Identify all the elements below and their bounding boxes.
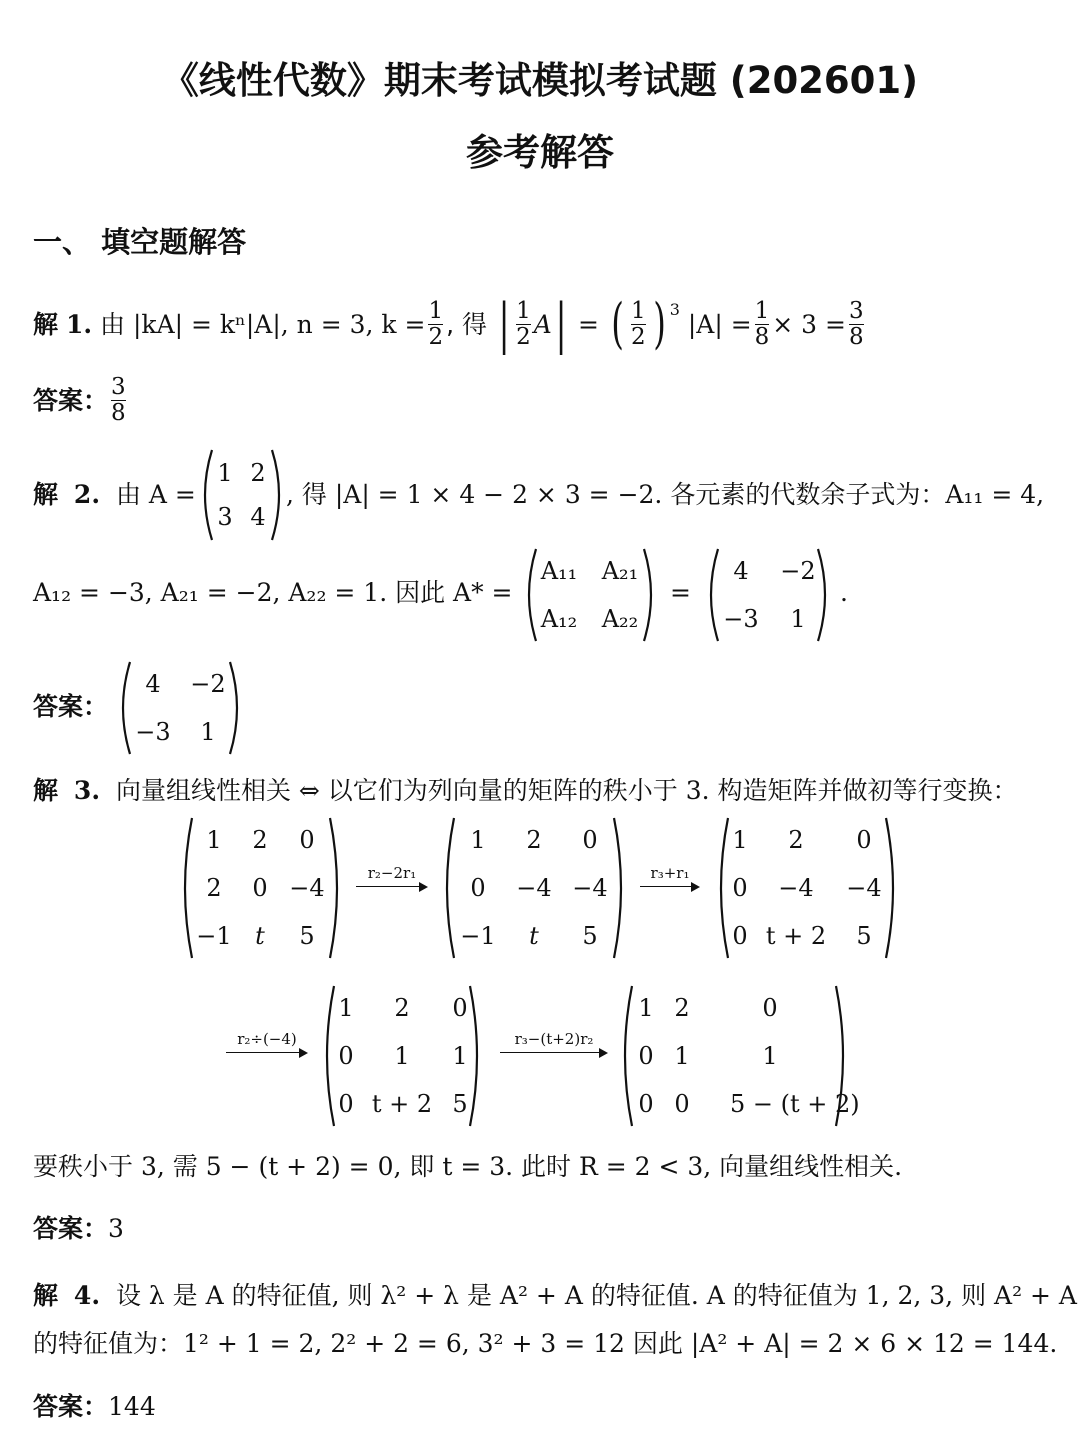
row-operation-label: r₃−(t+2)r₂ — [514, 1030, 594, 1048]
matrix-cell: 0 — [638, 1090, 654, 1118]
matrix-cell: 0 — [582, 826, 598, 854]
matrix-cell: 2 — [526, 826, 542, 854]
q1-equals: = — [578, 309, 599, 339]
q1-answer-label: 答案： — [33, 385, 109, 415]
row-operation-label: r₂−2r₁ — [367, 864, 417, 882]
q2-adjugate-symbolic — [524, 547, 656, 643]
matrix-cell: A₂₂ — [601, 605, 639, 633]
matrix-cell: 0 — [299, 826, 315, 854]
q2-text-1: 由 A = — [115, 480, 196, 509]
q1-paren-right: ) — [652, 292, 666, 355]
matrix-cell: −2 — [190, 670, 226, 698]
matrix-cell: 2 — [206, 874, 222, 902]
q1-text-2: |kA| = kⁿ|A|, n = 3, k = — [133, 309, 426, 339]
matrix-cell: −4 — [846, 874, 882, 902]
matrix-cell: 1 — [732, 826, 748, 854]
q1-label: 解 — [33, 309, 59, 339]
matrix-cell: −3 — [723, 605, 759, 633]
q1-frac-eighth: $\frac{1}{8}$ — [754, 298, 770, 350]
q3-answer-label: 答案： — [33, 1214, 109, 1243]
q1-frac-half: $\frac{1}{2}$ — [428, 298, 444, 350]
q2-text-3: A₁₂ = −3, A₂₁ = −2, A₂₂ = 1. 因此 A* = — [33, 578, 513, 607]
matrix-cell: 1 — [338, 994, 354, 1022]
matrix-cell: 1 — [217, 459, 233, 487]
matrix-cell: 0 — [732, 874, 748, 902]
q4-answer-label: 答案： — [33, 1392, 109, 1421]
arrow-shaft — [640, 886, 696, 887]
matrix-cell: −4 — [572, 874, 608, 902]
matrix-cell: 1 — [674, 1042, 690, 1070]
matrix-cell: 5 — [299, 922, 315, 950]
matrix-cell: t — [255, 922, 265, 950]
matrix-cell: 5 — [582, 922, 598, 950]
q4-answer-value: 144 — [108, 1392, 156, 1421]
q2-adjugate-values — [706, 547, 830, 643]
matrix-cell: 0 — [674, 1090, 690, 1118]
q3-conclusion: 要秩小于 3, 需 5 − (t + 2) = 0, 即 t = 3. 此时 R = 2 < 3, 向量组线性相关. — [33, 1152, 903, 1181]
q3-number: 3. — [73, 776, 101, 805]
q1-line — [33, 292, 867, 356]
q4-answer — [33, 1394, 156, 1419]
matrix-cell: 3 — [217, 503, 233, 531]
matrix-cell: 5 — [452, 1090, 468, 1118]
q3-answer-value: 3 — [108, 1214, 124, 1243]
q1-text-6: |A| = — [687, 309, 752, 339]
q2-text-2: , 得 |A| = 1 × 4 − 2 × 3 = −2. 各元素的代数余子式为：A₁₁ = 4, — [286, 480, 1045, 509]
q1-frac-result: $\frac{3}{8}$ — [848, 298, 864, 350]
arrow-shaft — [500, 1052, 604, 1053]
q3-matrix-5 — [620, 984, 860, 1128]
q4-label: 解 — [33, 1281, 59, 1310]
q2-answer-label: 答案： — [33, 692, 109, 721]
q2-equals: = — [670, 578, 691, 607]
matrix-cell: t + 2 — [371, 1090, 433, 1118]
matrix-cell: A₂₁ — [601, 557, 639, 585]
matrix-cell: 0 — [338, 1042, 354, 1070]
matrix-cell: A₁₂ — [540, 605, 578, 633]
matrix-cell: 1 — [394, 1042, 410, 1070]
matrix-cell: A₁₁ — [540, 557, 578, 585]
page-title: 《线性代数》期末考试模拟考试题 (202601) — [161, 59, 919, 102]
q1-exponent: 3 — [669, 300, 680, 319]
q1-paren-left: ( — [611, 292, 624, 355]
page-subtitle: 参考解答 — [466, 131, 614, 174]
matrix-cell: −4 — [516, 874, 552, 902]
matrix-cell: t + 2 — [765, 922, 827, 950]
q1-text-3: , 得 — [446, 309, 487, 339]
arrow-shaft — [226, 1052, 304, 1053]
q3-line-1 — [33, 778, 1018, 803]
matrix-cell: 0 — [856, 826, 872, 854]
arrow-shaft — [356, 886, 424, 887]
matrix-cell: 5 — [856, 922, 872, 950]
matrix-cell: 0 — [638, 1042, 654, 1070]
q1-number: 1. — [65, 309, 93, 339]
matrix-cell: t — [529, 922, 539, 950]
q3-label: 解 — [33, 776, 59, 805]
q2-number: 2. — [73, 480, 101, 509]
matrix-cell: 2 — [252, 826, 268, 854]
q1-answer-frac: $\frac{3}{8}$ — [111, 374, 126, 426]
matrix-cell: 0 — [470, 874, 486, 902]
matrix-cell: −1 — [460, 922, 496, 950]
q1-matrix-var: A — [533, 309, 552, 339]
q1-text-1: 由 — [100, 309, 126, 339]
q2-answer-matrix — [118, 660, 242, 756]
matrix-cell: 0 — [252, 874, 268, 902]
matrix-cell: 1 — [790, 605, 806, 633]
matrix-cell: 1 — [206, 826, 222, 854]
matrix-cell: −1 — [196, 922, 232, 950]
section-heading: 一、 填空题解答 — [33, 225, 247, 259]
q1-abs-right: | — [555, 292, 567, 355]
row-operation-label: r₂÷(−4) — [237, 1030, 297, 1048]
q1-frac-half-3: $\frac{1}{2}$ — [630, 298, 646, 350]
q4-text-1: 设 λ 是 A 的特征值, 则 λ² + λ 是 A² + A 的特征值. A 的特征值为 1, 2, 3, 则 A² + A — [115, 1281, 1077, 1310]
row-operation-label: r₃+r₁ — [650, 864, 690, 882]
q1-frac-half-2: $\frac{1}{2}$ — [516, 298, 531, 350]
matrix-cell: −4 — [289, 874, 325, 902]
matrix-cell: 2 — [788, 826, 804, 854]
matrix-cell: −2 — [780, 557, 816, 585]
q1-answer — [33, 370, 129, 430]
matrix-cell: 1 — [200, 718, 216, 746]
q3-matrix-2 — [442, 816, 626, 960]
q2-period: . — [840, 578, 848, 607]
arrow-head — [691, 882, 700, 892]
q3-matrix-4 — [322, 984, 482, 1128]
q4-line-1 — [33, 1283, 1077, 1308]
matrix-cell: −4 — [778, 874, 814, 902]
q3-matrix-3 — [716, 816, 898, 960]
matrix-cell: 4 — [733, 557, 749, 585]
arrow-head — [419, 882, 428, 892]
matrix-cell: 1 — [762, 1042, 778, 1070]
matrix-cell: 5 − (t + 2) — [730, 1090, 860, 1118]
q3-answer — [33, 1216, 124, 1241]
q3-matrix-1 — [180, 816, 342, 960]
matrix-cell: 1 — [452, 1042, 468, 1070]
matrix-cell: 4 — [250, 503, 266, 531]
q3-text-1: 向量组线性相关 ⇔ 以它们为列向量的矩阵的秩小于 3. 构造矩阵并做初等行变换： — [115, 776, 1018, 805]
matrix-cell: 0 — [732, 922, 748, 950]
q2-matrix-a — [200, 448, 284, 542]
q2-line-1 — [33, 482, 196, 507]
q4-line-2: 的特征值为：1² + 1 = 2, 2² + 2 = 6, 3² + 3 = 12 因此 |A² + A| = 2 × 6 × 12 = 144. — [33, 1329, 1058, 1358]
matrix-cell: 0 — [762, 994, 778, 1022]
matrix-cell: 2 — [394, 994, 410, 1022]
matrix-cell: 1 — [470, 826, 486, 854]
q4-number: 4. — [73, 1281, 101, 1310]
matrix-cell: 2 — [250, 459, 266, 487]
matrix-cell: 2 — [674, 994, 690, 1022]
q2-label: 解 — [33, 480, 59, 509]
matrix-cell: 4 — [145, 670, 161, 698]
matrix-cell: 1 — [638, 994, 654, 1022]
matrix-cell: 0 — [338, 1090, 354, 1118]
matrix-cell: −3 — [135, 718, 171, 746]
matrix-cell: 0 — [452, 994, 468, 1022]
q1-abs-left: | — [498, 292, 510, 355]
q1-text-7: × 3 = — [772, 309, 846, 339]
